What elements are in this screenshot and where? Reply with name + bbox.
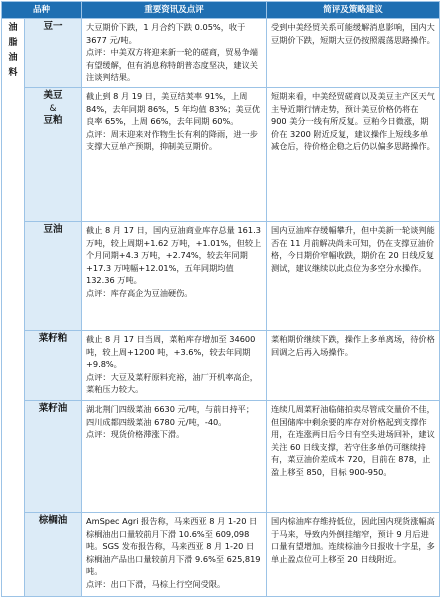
variety-ampersand: & [49, 103, 57, 114]
variety-label: 菜籽油 [38, 403, 68, 414]
table-row [2, 513, 440, 597]
strategy-cell: 短期来看，中美经贸磋商以及美豆主产区天气主导近期行情走势，预计美豆价格仍将在 900 美分一线有所反复。豆粕今日微涨，期价在 3200 附近反复，建议操作上短线多单减仓后，待价格企稳之后仍以偏多思路操作。 [267, 88, 440, 222]
table-row [2, 19, 440, 88]
news-cell: 大豆期价下跌，1 月合约下跌 0.05%，收于 3677 元/吨。 点评：中美双方将迎来新一轮的磋商，贸易争端有望缓解，但有消息称特朗普态度坚决，建议关注谈判结果。 [82, 19, 267, 88]
group-label: 油脂油料 [8, 23, 18, 78]
table-row [2, 88, 440, 222]
variety-cell [25, 401, 82, 513]
variety-cell [25, 331, 82, 401]
variety-label: 棕榈油 [38, 515, 68, 526]
variety-label: 美豆 [43, 90, 63, 101]
strategy-table [1, 1, 440, 597]
header-news: 重要资讯及点评 [82, 2, 267, 19]
news-cell: 截止 8 月 17 日，国内豆油商业库存总量 161.3 万吨，较上周期+1.62 万吨，+1.01%，但较上个月同期+4.3 万吨，+2.74%，较去年同期+17.3 万吨幅+12.01%，五年同期均值 132.36 万吨。 点评：库存高企为豆油硬伤。 [82, 222, 267, 331]
table-row [2, 331, 440, 401]
group-label-cell [2, 19, 25, 597]
table-row [2, 401, 440, 513]
variety-label: 豆油 [43, 224, 63, 235]
news-cell: 截止到 8 月 19 日，美豆结荚率 91%，上周 84%，去年同期 86%，5 年均值 83%；美豆优良率 65%，上周 66%，去年同期 60%。 点评：周末迎来对作物生长有利的降雨，进一步支撑大豆单产预期，抑制美豆期价。 [82, 88, 267, 222]
header-strategy: 简评及策略建议 [267, 2, 440, 19]
variety-label: 菜籽粕 [38, 333, 68, 344]
strategy-cell: 菜粕期价继续下跌，操作上多单离场，待价格回调之后再入场操作。 [267, 331, 440, 401]
variety-label: 豆一 [43, 21, 63, 32]
strategy-cell: 国内棕油库存维持低位，因此国内现货涨幅高于马来，导致内外倒挂缩窄，预计 9 月后进口量有望增加。连续棕油今日报收十字星，多单止盈点位可上移至 20 日线附近。 [267, 513, 440, 597]
table-header-row [2, 2, 440, 19]
table-row [2, 222, 440, 331]
variety-cell [25, 88, 82, 222]
news-cell: AmSpec Agri 报告称，马来西亚 8 月 1-20 日棕榈油出口量较前月下滑 10.6%至 609,098 吨。SGS 发布报告称，马来西亚 8 月 1-20 日棕榈油产品出口量较前月下滑 9.6%至 625,819 吨。 点评：出口下滑，马棕上行空间受限。 [82, 513, 267, 597]
variety-cell [25, 19, 82, 88]
strategy-cell: 国内豆油库存缓幅攀升，但中美新一轮谈判能否在 11 月前解决尚未可知，仍在支撑豆油价格，今日期价窄幅收跌，期价在 20 日线反复测试，建议继续以此点位为多空分水操作。 [267, 222, 440, 331]
strategy-cell: 受到中美经贸关系可能缓解消息影响，国内大豆期价下跌，短期大豆仍按照震荡思路操作。 [267, 19, 440, 88]
strategy-cell: 连续几周菜籽油临储拍卖尽管成交量价不佳，但国储库中剩余要的库存对价格起到支撑作用，在连涨两日后今日有空头进场回补，建议关注 60 日线支撑，若守住多单仍可继续持有，菜豆油价差成本 720，目前在 878，止盈上移至 850，目标 900-950。 [267, 401, 440, 513]
variety-cell [25, 513, 82, 597]
variety-label-secondary: 豆粕 [43, 114, 63, 126]
news-cell: 湖北荆门四级菜油 6630 元/吨，与前日持平；四川成都四级菜油 6780 元/吨，-40。 点评：现货价格滞涨下滑。 [82, 401, 267, 513]
header-variety: 品种 [2, 2, 82, 19]
variety-cell [25, 222, 82, 331]
news-cell: 截止 8 月 17 日当周，菜粕库存增加至 34600 吨，较上周+1200 吨，+3.6%，较去年同期+9.8%。 点评：大豆及菜籽原料充裕，油厂开机率高企，菜粕压力较大。 [82, 331, 267, 401]
